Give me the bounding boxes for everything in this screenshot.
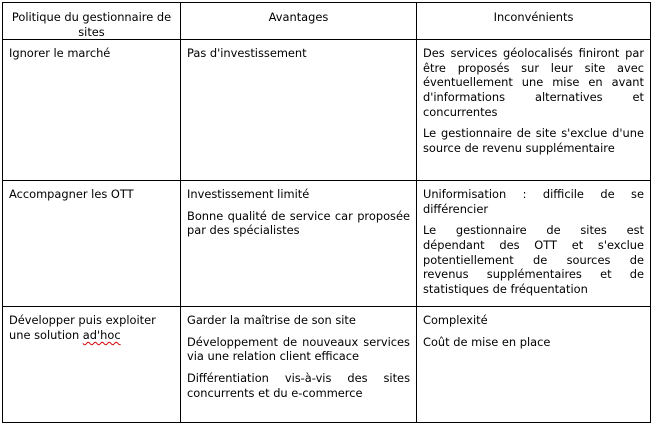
drawback-text: Coût de mise en place [423, 334, 551, 349]
advantages-cell [181, 181, 417, 307]
policy-text [9, 313, 174, 342]
policy-text: Accompagner les OTT [9, 187, 134, 202]
advantage-text: Différentiation vis-à-vis des sites concurrents et du e-commerce [187, 370, 410, 400]
drawbacks-cell [417, 307, 651, 423]
advantages-cell [181, 307, 417, 423]
drawback-text: Le gestionnaire de sites est dépendant des OTT et s'exclue potentiellement de sources de revenus supplémentaires et de statistiques de fréquentation [423, 223, 644, 296]
advantage-text: Développement de nouveaux services via une relation client efficace [187, 334, 410, 364]
header-row [3, 3, 651, 40]
policy-cell [3, 181, 181, 307]
drawback-text: Des services géolocalisés finiront par être proposés sur leur site avec éventuellement une mise en avant d'informations alternatives et concurrentes [423, 46, 644, 119]
advantage-text: Investissement limité [187, 187, 310, 202]
advantage-text: Garder la maîtrise de son site [187, 313, 356, 328]
policy-comparison-table [2, 2, 651, 423]
table-row-ignore-market [3, 40, 651, 181]
spellcheck-flagged-word: ad'hoc [82, 327, 121, 342]
policy-text: Ignorer le marché [9, 46, 111, 61]
header-advantages: Avantages [181, 3, 417, 40]
advantage-text: Pas d'investissement [187, 46, 307, 61]
drawbacks-cell [417, 40, 651, 181]
drawback-text: Complexité [423, 313, 488, 328]
policy-text-prefix: Développer puis exploiter une solution [9, 313, 156, 342]
advantage-text: Bonne qualité de service car proposée par des spécialistes [187, 208, 410, 238]
header-drawbacks: Inconvénients [417, 3, 651, 40]
table-row-develop-solution [3, 307, 651, 423]
table-row-accompany-ott [3, 181, 651, 307]
advantages-cell [181, 40, 417, 181]
drawbacks-cell [417, 181, 651, 307]
policy-cell [3, 40, 181, 181]
header-policy: Politique du gestionnaire de sites [3, 3, 181, 40]
drawback-text: Le gestionnaire de site s'exclue d'une source de revenu supplémentaire [423, 126, 644, 155]
policy-cell [3, 307, 181, 423]
drawback-text: Uniformisation : difficile de se différencier [423, 187, 644, 216]
